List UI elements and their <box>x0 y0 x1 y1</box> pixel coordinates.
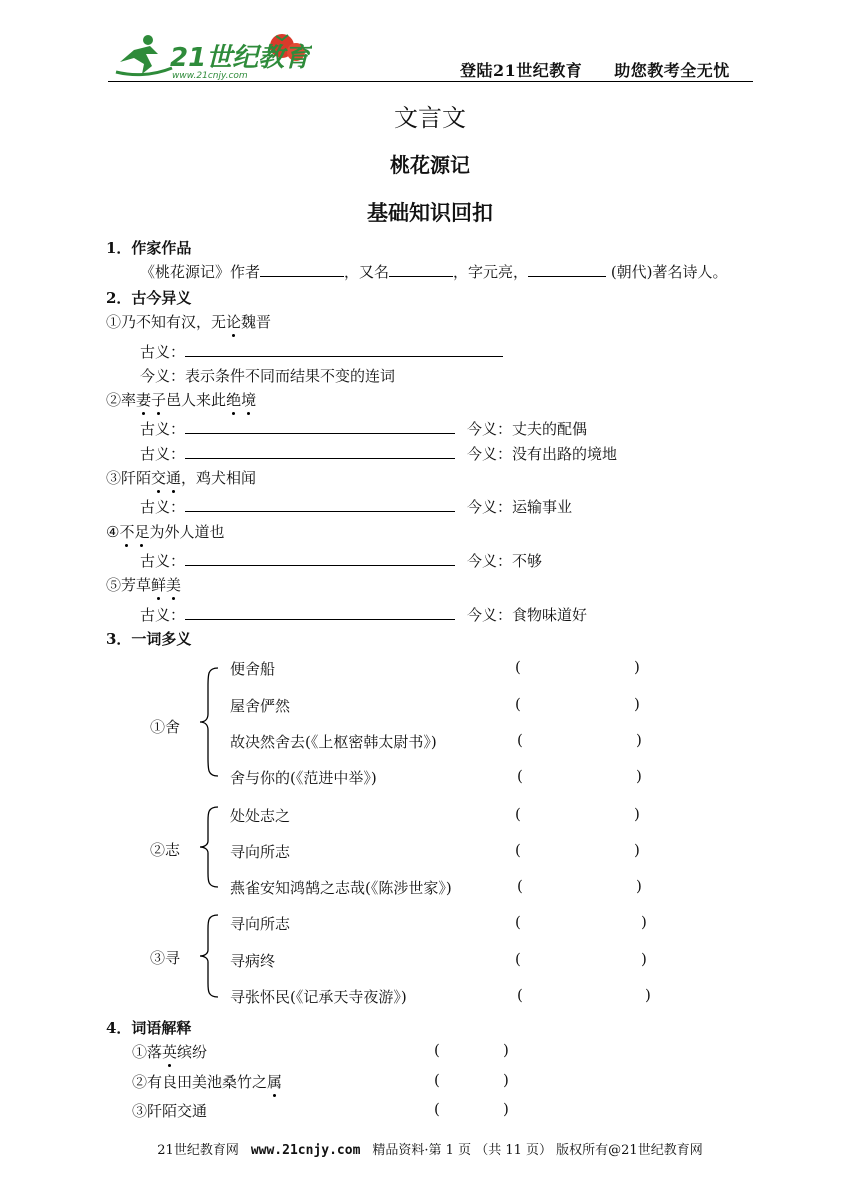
brace-she <box>198 666 220 778</box>
answer-paren-close: ) <box>636 767 642 785</box>
q2-jin-4: 今义：运输事业 <box>467 498 573 516</box>
q2-jin-1: 今义：表示条件不同而结果不变的连词 <box>140 367 396 385</box>
q2-gu-4: 古义： <box>140 496 455 517</box>
polysemy-zhi-label: ②志 <box>150 841 181 859</box>
answer-paren-open[interactable]: ( <box>515 695 521 713</box>
answer-line[interactable] <box>185 419 455 434</box>
footer-right: 精品资料·第 1 页 （共 11 页） 版权所有@21世纪教育网 <box>372 1143 703 1158</box>
page-title: 文言文 <box>394 104 466 132</box>
q2-jin-2: 今义：丈夫的配偶 <box>467 420 588 438</box>
header-slogan <box>460 58 730 81</box>
answer-paren-close: ) <box>641 913 647 931</box>
q2-jin-6: 今义：食物味道好 <box>467 606 588 624</box>
answer-paren-open[interactable]: ( <box>517 877 523 895</box>
answer-paren-close: ) <box>503 1071 509 1089</box>
answer-paren-open[interactable]: ( <box>515 658 521 676</box>
logo-url: www.21cnjy.com <box>172 71 248 81</box>
q1-text: 《桃花源记》作者 ，又名 ，字元亮， (朝代)著名诗人。 <box>140 263 728 281</box>
answer-paren-close: ) <box>503 1100 509 1118</box>
page-subtitle: 桃花源记 <box>390 153 470 177</box>
answer-line[interactable] <box>185 342 503 357</box>
q2-jin-5: 今义：不够 <box>467 552 543 570</box>
answer-line[interactable] <box>185 497 455 512</box>
slogan-right: 助您教考全无忧 <box>614 61 730 80</box>
answer-paren-close: ) <box>636 731 642 749</box>
q2-gu-6: 古义： <box>140 604 455 625</box>
zhi-item-1: 处处志之 <box>230 807 291 825</box>
answer-paren-close: ) <box>645 986 651 1004</box>
answer-paren-close: ) <box>636 877 642 895</box>
footer-left: 21世纪教育网 <box>157 1143 239 1158</box>
zhi-item-2: 寻向所志 <box>230 843 291 861</box>
answer-line[interactable] <box>185 605 455 620</box>
answer-paren-open[interactable]: ( <box>515 913 521 931</box>
polysemy-she-label: ①舍 <box>150 718 181 736</box>
section-title: 基础知识回扣 <box>367 200 493 225</box>
q4-item-1: ①落英缤纷 <box>132 1043 208 1061</box>
q2-sentence-2: ②率妻子邑人来此绝境 <box>106 391 257 409</box>
answer-paren-close: ) <box>503 1041 509 1059</box>
q2-gu-5: 古义： <box>140 550 455 571</box>
answer-paren-open[interactable]: ( <box>517 767 523 785</box>
slogan-left: 登陆21世纪教育 <box>460 61 583 80</box>
zhi-item-3: 燕雀安知鸿鹄之志哉(《陈涉世家》) <box>230 879 452 897</box>
xun-item-3: 寻张怀民(《记承天寺夜游》) <box>230 988 407 1006</box>
answer-paren-close: ) <box>641 950 647 968</box>
answer-line[interactable] <box>185 444 455 459</box>
blank[interactable] <box>389 262 453 277</box>
q2-sentence-4: ④不足为外人道也 <box>106 523 225 541</box>
blank[interactable] <box>260 262 344 277</box>
answer-paren-open[interactable]: ( <box>434 1071 440 1089</box>
q2-heading: 2．古今异义 <box>106 289 192 307</box>
answer-paren-open[interactable]: ( <box>434 1100 440 1118</box>
q2-sentence-3: ③阡陌交通，鸡犬相闻 <box>106 469 257 487</box>
q2-sentence-5: ⑤芳草鲜美 <box>106 576 182 594</box>
runner-icon <box>116 35 172 75</box>
answer-paren-close: ) <box>634 658 640 676</box>
brace-zhi <box>198 805 220 889</box>
footer-site-link[interactable]: www.21cnjy.com <box>250 1143 361 1158</box>
answer-paren-open[interactable]: ( <box>515 841 521 859</box>
logo-text: 21世纪教育 <box>170 43 311 73</box>
q4-heading: 4．词语解释 <box>106 1019 192 1037</box>
answer-paren-close: ) <box>634 805 640 823</box>
answer-paren-open[interactable]: ( <box>517 986 523 1004</box>
xun-item-1: 寻向所志 <box>230 915 291 933</box>
answer-paren-open[interactable]: ( <box>515 805 521 823</box>
she-item-1: 便舍船 <box>230 660 276 678</box>
q4-item-2: ②有良田美池桑竹之属 <box>132 1073 283 1091</box>
answer-paren-close: ) <box>634 695 640 713</box>
q4-item-3: ③阡陌交通 <box>132 1102 208 1120</box>
polysemy-xun-label: ③寻 <box>150 949 181 967</box>
answer-paren-open[interactable]: ( <box>515 950 521 968</box>
she-item-4: 舍与你的(《范进中举》) <box>230 769 377 787</box>
q2-gu-3: 古义： <box>140 443 455 464</box>
q2-sentence-1: ①乃不知有汉，无论魏晋 <box>106 313 272 331</box>
header-rule <box>108 81 753 82</box>
site-logo <box>112 32 312 82</box>
answer-paren-open[interactable]: ( <box>517 731 523 749</box>
answer-line[interactable] <box>185 551 455 566</box>
she-item-2: 屋舍俨然 <box>230 697 291 715</box>
q2-gu-1: 古义： <box>140 341 503 362</box>
blank[interactable] <box>528 262 606 277</box>
q2-gu-2: 古义： <box>140 418 455 439</box>
page-footer <box>0 1139 860 1158</box>
she-item-3: 故决然舍去(《上枢密韩太尉书》) <box>230 733 437 751</box>
q2-jin-3: 今义：没有出路的境地 <box>467 445 618 463</box>
answer-paren-open[interactable]: ( <box>434 1041 440 1059</box>
brace-xun <box>198 913 220 999</box>
xun-item-2: 寻病终 <box>230 952 276 970</box>
q3-heading: 3．一词多义 <box>106 630 192 648</box>
q1-heading: 1．作家作品 <box>106 239 192 257</box>
answer-paren-close: ) <box>634 841 640 859</box>
